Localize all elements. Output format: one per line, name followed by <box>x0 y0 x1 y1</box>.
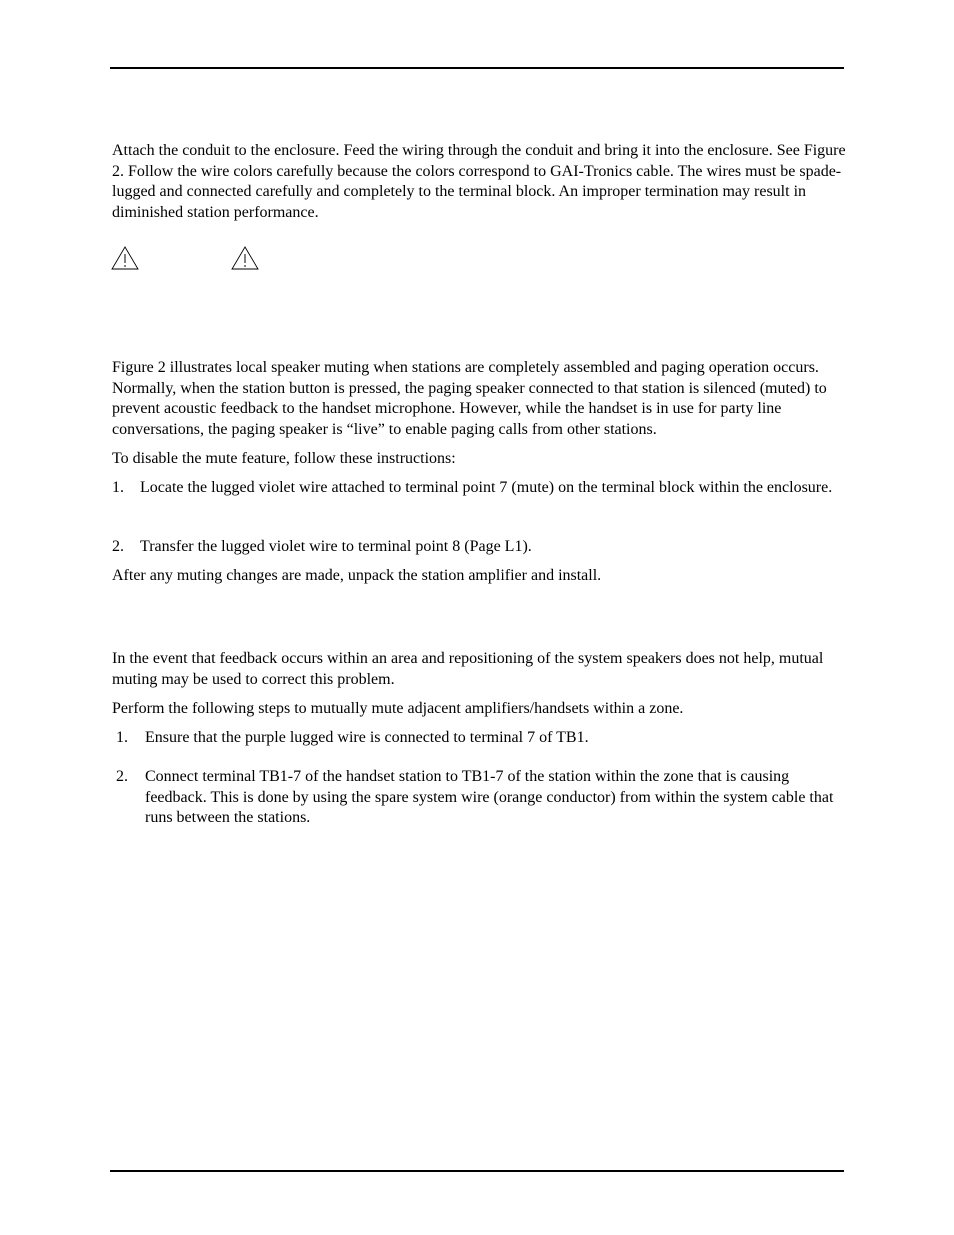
list-number: 1. <box>116 729 128 746</box>
conduit-paragraph: Attach the conduit to the enclosure. Feed the wiring through the conduit and bring it into the enclosure. See Figure 2. Follow the wire colors carefully because the colors correspond to GAI-Tronics cable. The wires must be spade-lugged and connected carefully and completely to the terminal block. An improper termination may result in diminished station performance. <box>112 142 846 221</box>
local-muting-intro: To disable the mute feature, follow these instructions: <box>112 450 456 467</box>
list-text: Ensure that the purple lugged wire is connected to terminal 7 of TB1. <box>145 729 589 746</box>
local-muting-paragraph: Figure 2 illustrates local speaker muting when stations are completely assembled and paging operation occurs. Normally, when the station button is pressed, the paging speaker connected to that station is silenced (muted) to prevent acoustic feedback to the handset microphone. However, while the handset is in use for party line conversations, the paging speaker is “live” to enable paging calls from other stations. <box>112 359 827 438</box>
mutual-muting-paragraph: In the event that feedback occurs within an area and repositioning of the system speakers does not help, mutual muting may be used to correct this problem. <box>112 650 824 688</box>
list-text: Transfer the lugged violet wire to terminal point 8 (Page L1). <box>140 538 532 555</box>
warning-triangle-icon <box>231 246 259 270</box>
footer-rule <box>110 1170 844 1172</box>
list-number: 2. <box>112 538 124 555</box>
list-text: Locate the lugged violet wire attached to terminal point 7 (mute) on the terminal block within the enclosure. <box>140 479 833 496</box>
list-text: Connect terminal TB1-7 of the handset station to TB1-7 of the station within the zone that is causing feedback. This is done by using the spare system wire (orange conductor) from within the system cable that runs between the stations. <box>145 768 834 826</box>
mutual-muting-intro: Perform the following steps to mutually mute adjacent amplifiers/handsets within a zone. <box>112 700 684 717</box>
header-rule <box>110 67 844 69</box>
list-number: 1. <box>112 479 124 496</box>
warning-triangle-icon <box>111 246 139 270</box>
local-muting-closing: After any muting changes are made, unpack the station amplifier and install. <box>112 567 602 584</box>
list-number: 2. <box>116 768 128 785</box>
